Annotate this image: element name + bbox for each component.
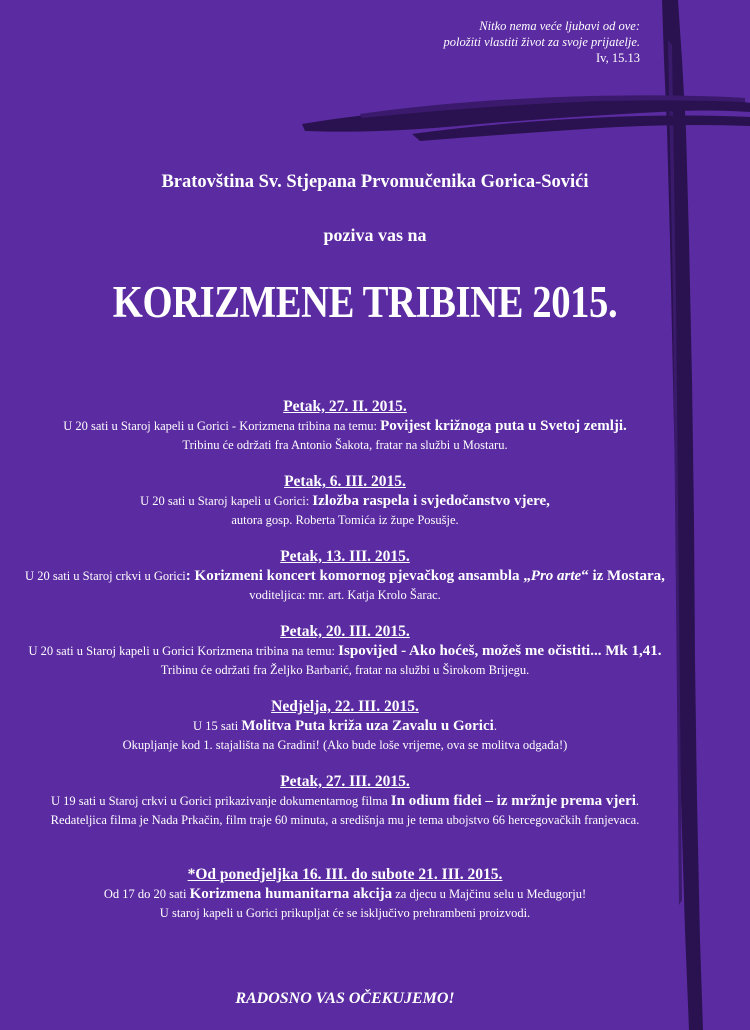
event-description: U 20 sati u Staroj crkvi u Gorici: Korizmeni koncert komornog pjevačkog ansambla „Pro arte“ iz Mostara, <box>25 568 665 584</box>
event-detail: Redateljica filma je Nada Prkačin, film traje 60 minuta, a središnja mu je tema ubojstvo 66 hercegovačkih franjevaca. <box>50 813 640 827</box>
event-date: Nedjelja, 22. III. 2015. <box>271 698 419 715</box>
event-date: Petak, 6. III. 2015. <box>284 473 406 490</box>
quote-reference: Iv, 15.13 <box>596 51 640 65</box>
event-item <box>0 696 690 755</box>
event-date: Petak, 27. III. 2015. <box>280 773 410 790</box>
quote-line-1: Nitko nema veće ljubavi od ove: <box>479 19 640 33</box>
bible-quote <box>340 18 640 66</box>
event-detail: autora gosp. Roberta Tomića iz župe Posušje. <box>231 513 459 527</box>
event-detail: Tribinu će održati fra Željko Barbarić, fratar na službi u Širokom Brijegu. <box>160 663 530 677</box>
organizer: Bratovština Sv. Stjepana Prvomučenika Gorica-Sovići <box>161 172 589 192</box>
event-item <box>0 471 690 530</box>
event-description: U 15 sati Molitva Puta križa uza Zavalu u Gorici. <box>193 718 497 734</box>
event-detail: Okupljanje kod 1. stajališta na Gradini! (Ako bude loše vrijeme, ova se molitva odgađa!) <box>122 738 568 752</box>
event-detail: Tribinu će održati fra Antonio Šakota, fratar na službi u Mostaru. <box>182 438 508 452</box>
event-description: Od 17 do 20 sati Korizmena humanitarna akcija za djecu u Majčinu selu u Međugorju! <box>103 886 587 902</box>
page-title: KORIZMENE TRIBINE 2015. <box>112 277 618 327</box>
event-date: Petak, 20. III. 2015. <box>280 623 410 640</box>
event-description: U 20 sati u Staroj kapeli u Gorici - Korizmena tribina na temu: Povijest križnoga puta u Svetoj zemlji. <box>63 418 627 434</box>
event-item <box>0 546 690 605</box>
event-item-humanitarian <box>0 864 690 923</box>
invitation: poziva vas na <box>323 225 427 245</box>
event-description: U 19 sati u Staroj crkvi u Gorici prikazivanje dokumentarnog filma In odium fidei – iz mržnje prema vjeri. <box>50 793 640 809</box>
event-item <box>0 621 690 680</box>
event-item <box>0 771 690 830</box>
event-detail: voditeljica: mr. art. Katja Krolo Šarac. <box>249 588 441 602</box>
event-description: U 20 sati u Staroj kapeli u Gorici Korizmena tribina na temu: Ispovijed - Ako hoćeš, možeš me očistiti... Mk 1,41. <box>28 643 662 659</box>
event-date: Petak, 27. II. 2015. <box>283 398 407 415</box>
event-item <box>0 396 690 455</box>
quote-line-2: položiti vlastiti život za svoje prijatelje. <box>443 35 640 49</box>
event-date: *Od ponedjeljka 16. III. do subote 21. III. 2015. <box>187 866 503 883</box>
closing-message: RADOSNO VAS OČEKUJEMO! <box>235 990 455 1007</box>
event-description: U 20 sati u Staroj kapeli u Gorici: Izložba raspela i svjedočanstvo vjere, <box>140 493 550 509</box>
event-date: Petak, 13. III. 2015. <box>280 548 410 565</box>
event-detail: U staroj kapeli u Gorici prikupljat će se isključivo prehrambeni proizvodi. <box>159 906 531 920</box>
event-list <box>0 396 690 939</box>
